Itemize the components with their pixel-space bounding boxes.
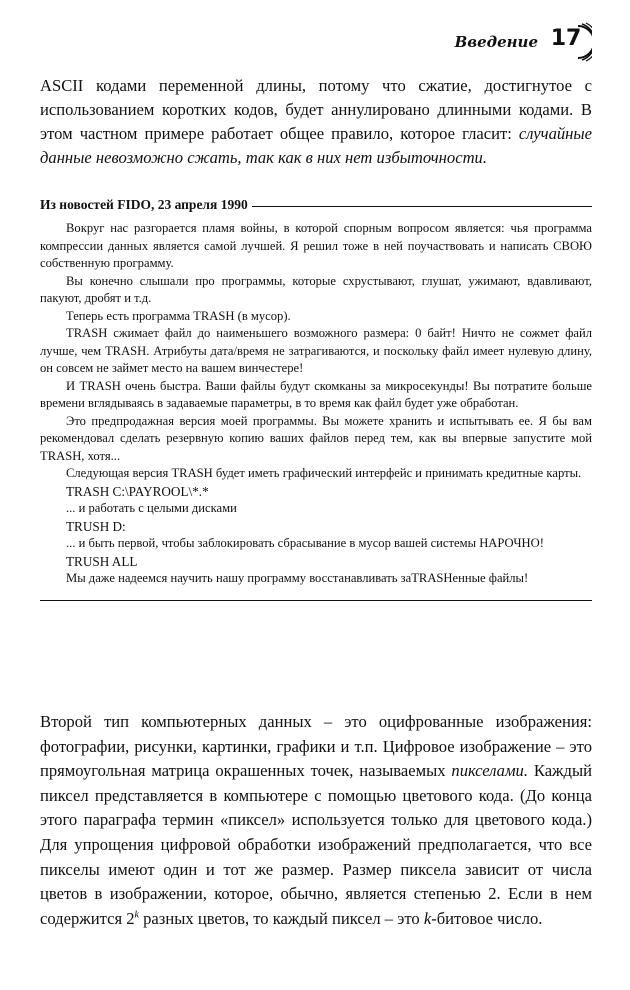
sidebar-paragraph: Следующая версия TRASH будет иметь графический интерфейс и принимать кредитные карты.: [66, 466, 582, 480]
sidebar-title-rule: [252, 206, 592, 207]
body-text: разных цветов, то каждый пиксел – это: [138, 908, 424, 928]
command-line: TRUSH D:: [66, 518, 126, 534]
intro-paragraph: [40, 74, 592, 170]
section-title: Введение: [454, 33, 538, 51]
running-header: [40, 22, 592, 62]
body-italic-var: k: [423, 908, 432, 928]
sidebar-body: [40, 220, 592, 588]
sidebar-title: Из новостей FIDO, 23 апреля 1990: [40, 197, 248, 212]
sidebar-paragraph: Вокруг нас разгорается пламя войны, в которой спорным вопросом является: чья программа компрессии данных является самой лучшей. Я решил тоже в ней поучаствовать и написать СВОЮ собственную программу.: [40, 221, 592, 270]
sidebar-header: [40, 196, 592, 214]
intro-italic: случайные данные невозможно сжать, так как в них нет избыточности.: [40, 124, 592, 167]
command-note: ... и работать с целыми дисками: [66, 501, 237, 515]
intro-text: ASCII кодами переменной длины, потому что сжатие, достигнутое с использованием коротких кодов, будет аннулировано длинными кодами. В этом частном примере работает общее правило, которое гласит:: [40, 76, 592, 143]
body-text: -битовое число.: [431, 908, 543, 928]
page-number: 17: [550, 26, 582, 51]
news-sidebar: [40, 196, 592, 601]
command-line: TRASH C:\PAYROOL\*.*: [66, 483, 209, 499]
body-paragraph: [40, 710, 592, 931]
sidebar-closing: Мы даже надеемся научить нашу программу восстанавливать заTRASHенные файлы!: [66, 571, 529, 585]
sidebar-paragraph: Вы конечно слышали про программы, которые схрустывают, глушат, ужимают, вдавливают, пакуют, дробят и т.д.: [40, 273, 592, 305]
sidebar-paragraph: TRASH сжимает файл до наименьшего возможного размера: 0 байт! Ничто не сожмет файл лучше, чем TRASH. Атрибуты дата/время не затрагиваются, и поскольку файл имеет нулевую длину, он совсем не займет место на вашем винчестере!: [40, 326, 592, 375]
page-number-badge: [548, 22, 592, 62]
sidebar-paragraph: Теперь есть программа TRASH (в мусор).: [66, 308, 291, 323]
command-note: ... и быть первой, чтобы заблокировать сбрасывание в мусор вашей системы НАРОЧНО!: [66, 536, 544, 550]
command-line: TRUSH ALL: [66, 553, 138, 569]
sidebar-end-rule: [40, 600, 592, 601]
body-text: Второй тип компьютерных данных – это оцифрованные изображения: фотографии, рисунки, картинки, графики и т.п. Цифровое изображение – это прямоугольная матрица окрашенных точек, называемых: [40, 712, 592, 781]
body-exponent: k: [134, 909, 139, 921]
sidebar-paragraph: И TRASH очень быстра. Ваши файлы будут скомканы за микросекунды! Вы потратите больше времени вглядываясь в задаваемые параметры, в то время как файл будет уже обработан.: [40, 378, 592, 410]
body-italic-term: пикселами.: [451, 761, 528, 781]
body-text: Каждый пиксел представляется в компьютере с помощью цветового кода. (До конца этого параграфа термин «пиксел» используется только для цветового кода.) Для упрощения цифровой обработки изображений предполагается, что все пикселы имеют один и тот же размер. Размер пиксела зависит от числа цветов в изображении, которое, обычно, является степенью 2. Если в нем содержится 2: [40, 761, 592, 928]
sidebar-paragraph: Это предпродажная версия моей программы. Вы можете хранить и испытывать ее. Я бы вам рекомендовал сделать резервную копию ваших файлов перед тем, как вы впервые запустите мой TRASH, хотя...: [40, 413, 592, 463]
